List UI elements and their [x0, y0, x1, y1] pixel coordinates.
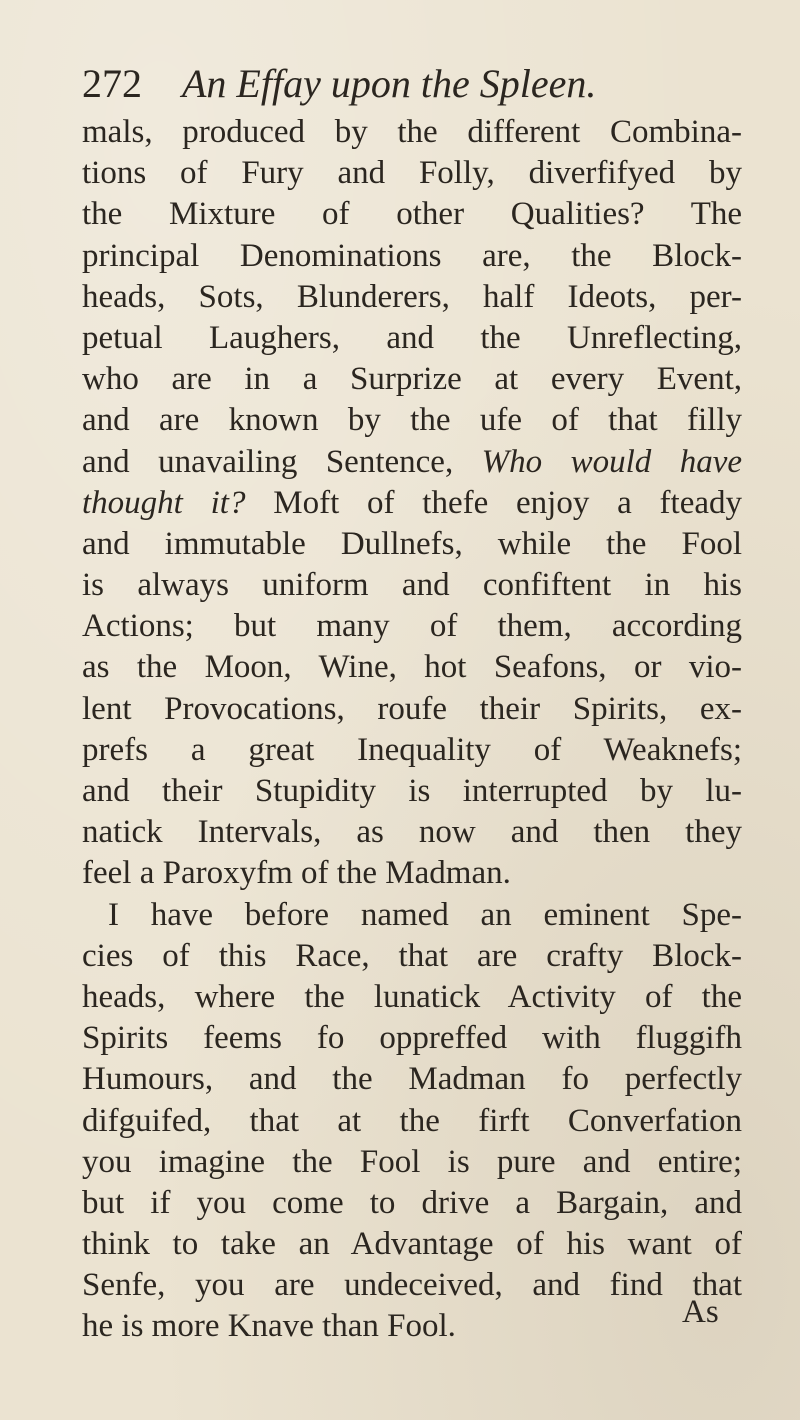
running-title: An Effay upon the Spleen.	[182, 61, 597, 106]
body-text	[82, 112, 742, 1348]
text-line: as the Moon, Wine, hot Seafons, or vio-	[82, 649, 742, 686]
text-line: difguifed, that at the firft Converfation	[82, 1102, 742, 1139]
text-line: you imagine the Fool is pure and entire;	[82, 1143, 742, 1180]
text-line: and their Stupidity is interrupted by lu-	[82, 773, 742, 809]
text-line: the Mixture of other Qualities? The	[82, 196, 742, 233]
text-line: cies of this Race, that are crafty Block-	[82, 937, 742, 974]
text-line: Senfe, you are undeceived, and find that	[82, 1267, 742, 1304]
text-line: think to take an Advantage of his want of	[82, 1226, 742, 1263]
text-line: heads, Sots, Blunderers, half Ideots, per-	[82, 278, 742, 315]
italic-phrase-cont: thought it?	[82, 484, 246, 521]
text-line: heads, where the lunatick Activity of the	[82, 978, 742, 1015]
text-line: natick Intervals, as now and then they	[82, 814, 742, 851]
text-line: is always uniform and confiftent in his	[82, 567, 742, 604]
text-line: who are in a Surprize at every Event,	[82, 361, 742, 398]
text-line: mals, produced by the different Combina-	[82, 114, 742, 150]
text-line: petual Laughers, and the Unreflecting,	[82, 319, 742, 356]
text-line: Actions; but many of them, according	[82, 608, 742, 645]
text-line	[82, 483, 742, 524]
text-segment: Moft of thefe enjoy a fteady	[245, 484, 742, 521]
text-line: prefs a great Inequality of Weaknefs;	[82, 731, 742, 768]
text-line: but if you come to drive a Bargain, and	[82, 1184, 742, 1221]
text-line: and immutable Dullnefs, while the Fool	[82, 525, 742, 562]
text-line: Humours, and the Madman fo perfectly	[82, 1061, 742, 1098]
text-line: and are known by the ufe of that filly	[82, 402, 742, 439]
text-line: tions of Fury and Folly, diverfifyed by	[82, 155, 742, 192]
text-line	[82, 442, 742, 483]
italic-phrase: Who would have	[481, 443, 742, 480]
text-segment: and unavailing Sentence,	[82, 443, 482, 480]
text-line: principal Denominations are, the Block-	[82, 237, 742, 274]
text-line: Spirits feems fo oppreffed with fluggifh	[82, 1020, 742, 1057]
page-number: 272	[82, 61, 142, 106]
running-head	[82, 58, 596, 110]
catchword: As	[682, 1294, 719, 1330]
text-line: I have before named an eminent Spe-	[108, 896, 742, 933]
text-line: he is more Knave than Fool.	[82, 1308, 456, 1345]
text-line: lent Provocations, roufe their Spirits, ex-	[82, 690, 742, 727]
text-line: feel a Paroxyfm of the Madman.	[82, 855, 511, 892]
